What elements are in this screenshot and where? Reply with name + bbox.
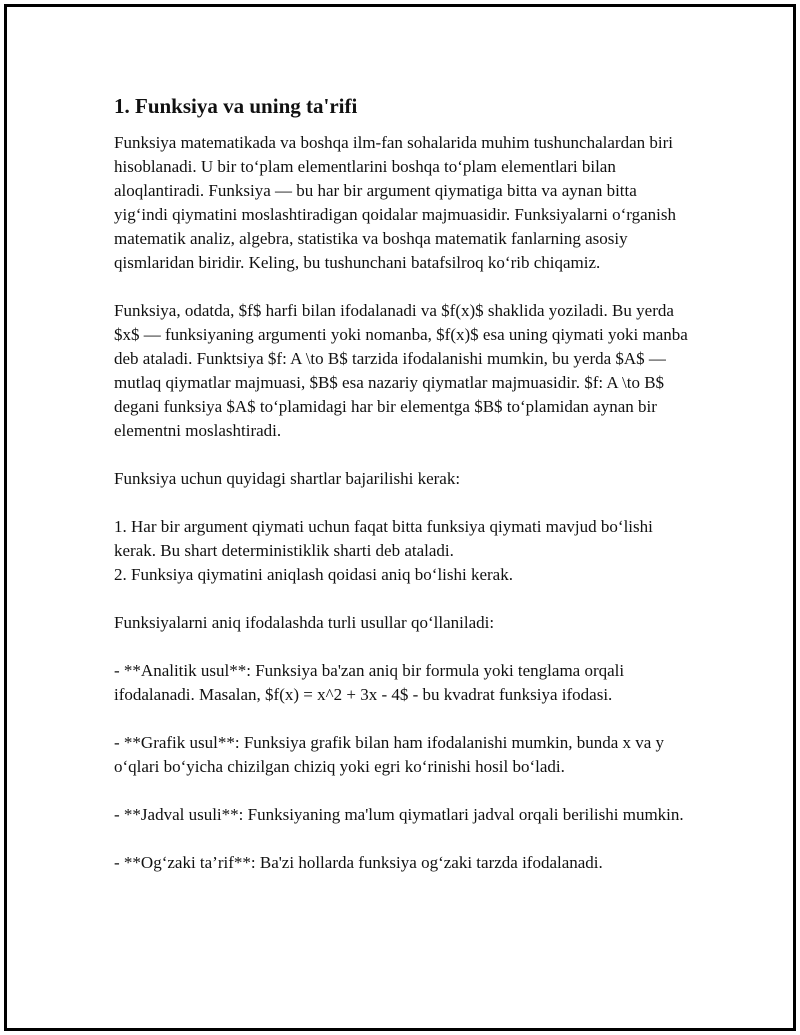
methods-intro: Funksiyalarni aniq ifodalashda turli usullar qo‘llaniladi: [114, 613, 495, 632]
section-heading: 1. Funksiya va uning ta'rifi [114, 94, 358, 118]
document-body [114, 92, 694, 899]
condition-item-1: 1. Har bir argument qiymati uchun faqat bitta funksiya qiymati mavjud bo‘lishi kerak. Bu shart deterministiklik sharti deb ataladi. [114, 517, 653, 560]
conditions-intro: Funksiya uchun quyidagi shartlar bajarilishi kerak: [114, 469, 461, 488]
conditions-list [114, 515, 694, 587]
method-analytic: - **Analitik usul**: Funksiya ba'zan aniq bir formula yoki tenglama orqali ifodalanadi. Masalan, $f(x) = x^2 + 3x - 4$ - bu kvadrat funksiya ifodasi. [114, 661, 625, 704]
method-table: - **Jadval usuli**: Funksiyaning ma'lum qiymatlari jadval orqali berilishi mumkin. [114, 805, 684, 824]
condition-item-2: 2. Funksiya qiymatini aniqlash qoidasi aniq bo‘lishi kerak. [114, 565, 513, 584]
intro-paragraph: Funksiya matematikada va boshqa ilm-fan sohalarida muhim tushunchalardan biri hisoblanadi. U bir to‘plam elementlarini boshqa to‘plam elementlari bilan aloqlantiradi. Funksiya — bu har bir argument qiymatiga bitta va aynan bitta yig‘indi qiymatini moslashtiradigan qoidalar majmuasidir. Funksiyalarni o‘rganish matematik analiz, algebra, statistika va boshqa matematik fanlarning asosiy qismlaridan biridir. Keling, bu tushunchani batafsilroq ko‘rib chiqamiz. [114, 133, 677, 272]
method-verbal: - **Og‘zaki ta’rif**: Ba'zi hollarda funksiya og‘zaki tarzda ifodalanadi. [114, 853, 603, 872]
method-graphic: - **Grafik usul**: Funksiya grafik bilan ham ifodalanishi mumkin, bunda x va y o‘qlari bo‘yicha chizilgan chiziq yoki egri ko‘rinishi hosil bo‘ladi. [114, 733, 665, 776]
notation-paragraph: Funksiya, odatda, $f$ harfi bilan ifodalanadi va $f(x)$ shaklida yoziladi. Bu yerda $x$ — funksiyaning argumenti yoki nomanba, $f(x)$ esa uning qiymati yoki manba deb ataladi. Funktsiya $f: A \to B$ tarzida ifodalanishi mumkin, bu yerda $A$ — mutlaq qiymatlar majmuasi, $B$ esa nazariy qiymatlar majmuasidir. $f: A \to B$ degani funksiya $A$ to‘plamidagi har bir elementga $B$ to‘plamidan aynan bir elementni moslashtiradi. [114, 301, 688, 440]
